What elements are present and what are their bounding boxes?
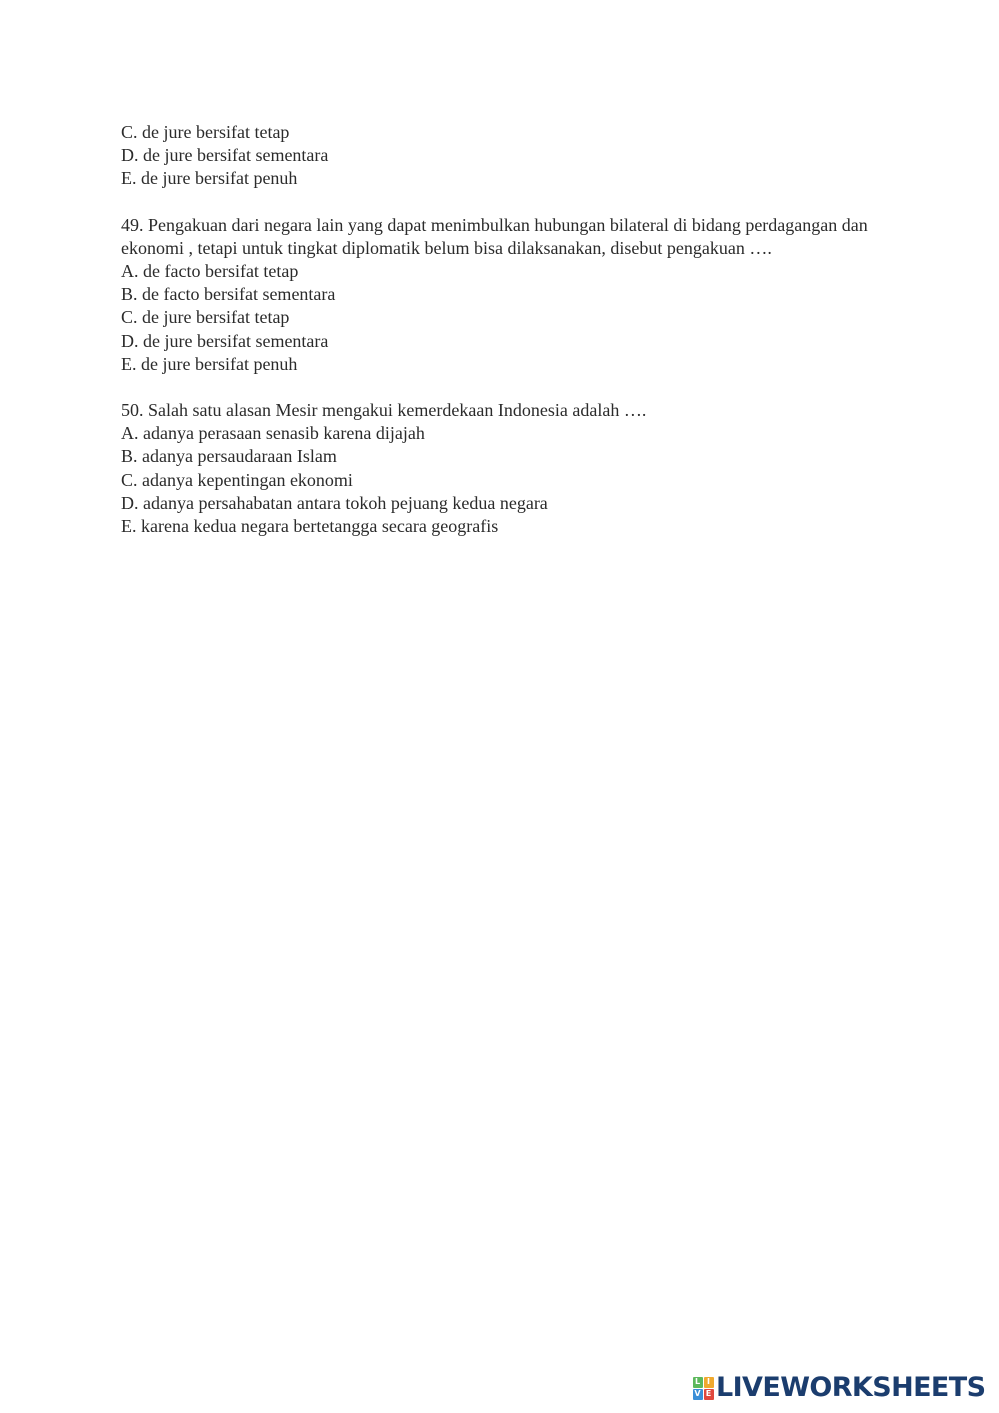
- question-50-option-d: D. adanya persahabatan antara tokoh pejuang kedua negara: [121, 492, 548, 513]
- previous-question-options: [121, 121, 881, 191]
- question-50-option-e: E. karena kedua negara bertetangga secara geografis: [121, 516, 499, 537]
- question-50: [121, 399, 881, 538]
- question-49-text: 49. Pengakuan dari negara lain yang dapat menimbulkan hubungan bilateral di bidang perdagangan dan ekonomi , tetapi untuk tingkat diplomatik belum bisa dilaksanakan, disebut pengakuan ….: [121, 214, 868, 258]
- option-c: C. de jure bersifat tetap: [121, 122, 290, 142]
- question-49-option-d: D. de jure bersifat sementara: [121, 330, 329, 351]
- question-50-option-b: B. adanya persaudaraan Islam: [121, 446, 337, 467]
- question-50-text: 50. Salah satu alasan Mesir mengakui kemerdekaan Indonesia adalah ….: [121, 400, 647, 421]
- logo-letter-v: V: [694, 1389, 701, 1398]
- logo-letter-l: L: [693, 1377, 703, 1388]
- question-49-option-e: E. de jure bersifat penuh: [121, 353, 298, 374]
- question-49-option-b: B. de facto bersifat sementara: [121, 284, 336, 305]
- option-e: E. de jure bersifat penuh: [121, 168, 298, 189]
- question-49-option-a: A. de facto bersifat tetap: [121, 261, 299, 282]
- question-50-option-c: C. adanya kepentingan ekonomi: [121, 469, 353, 490]
- logo-letter-e: E: [704, 1389, 714, 1400]
- question-49-option-c: C. de jure bersifat tetap: [121, 307, 290, 328]
- worksheet-page: [121, 121, 881, 561]
- option-d: D. de jure bersifat sementara: [121, 145, 329, 166]
- logo-wordmark: LIVEWORKSHEETS: [716, 1372, 986, 1403]
- liveworksheets-logo: [692, 1374, 985, 1402]
- liveworksheets-logo-icon: [692, 1376, 714, 1400]
- logo-letter-i: I: [704, 1377, 714, 1388]
- question-50-option-a: A. adanya perasaan senasib karena dijajah: [121, 423, 425, 444]
- question-49: [121, 214, 881, 376]
